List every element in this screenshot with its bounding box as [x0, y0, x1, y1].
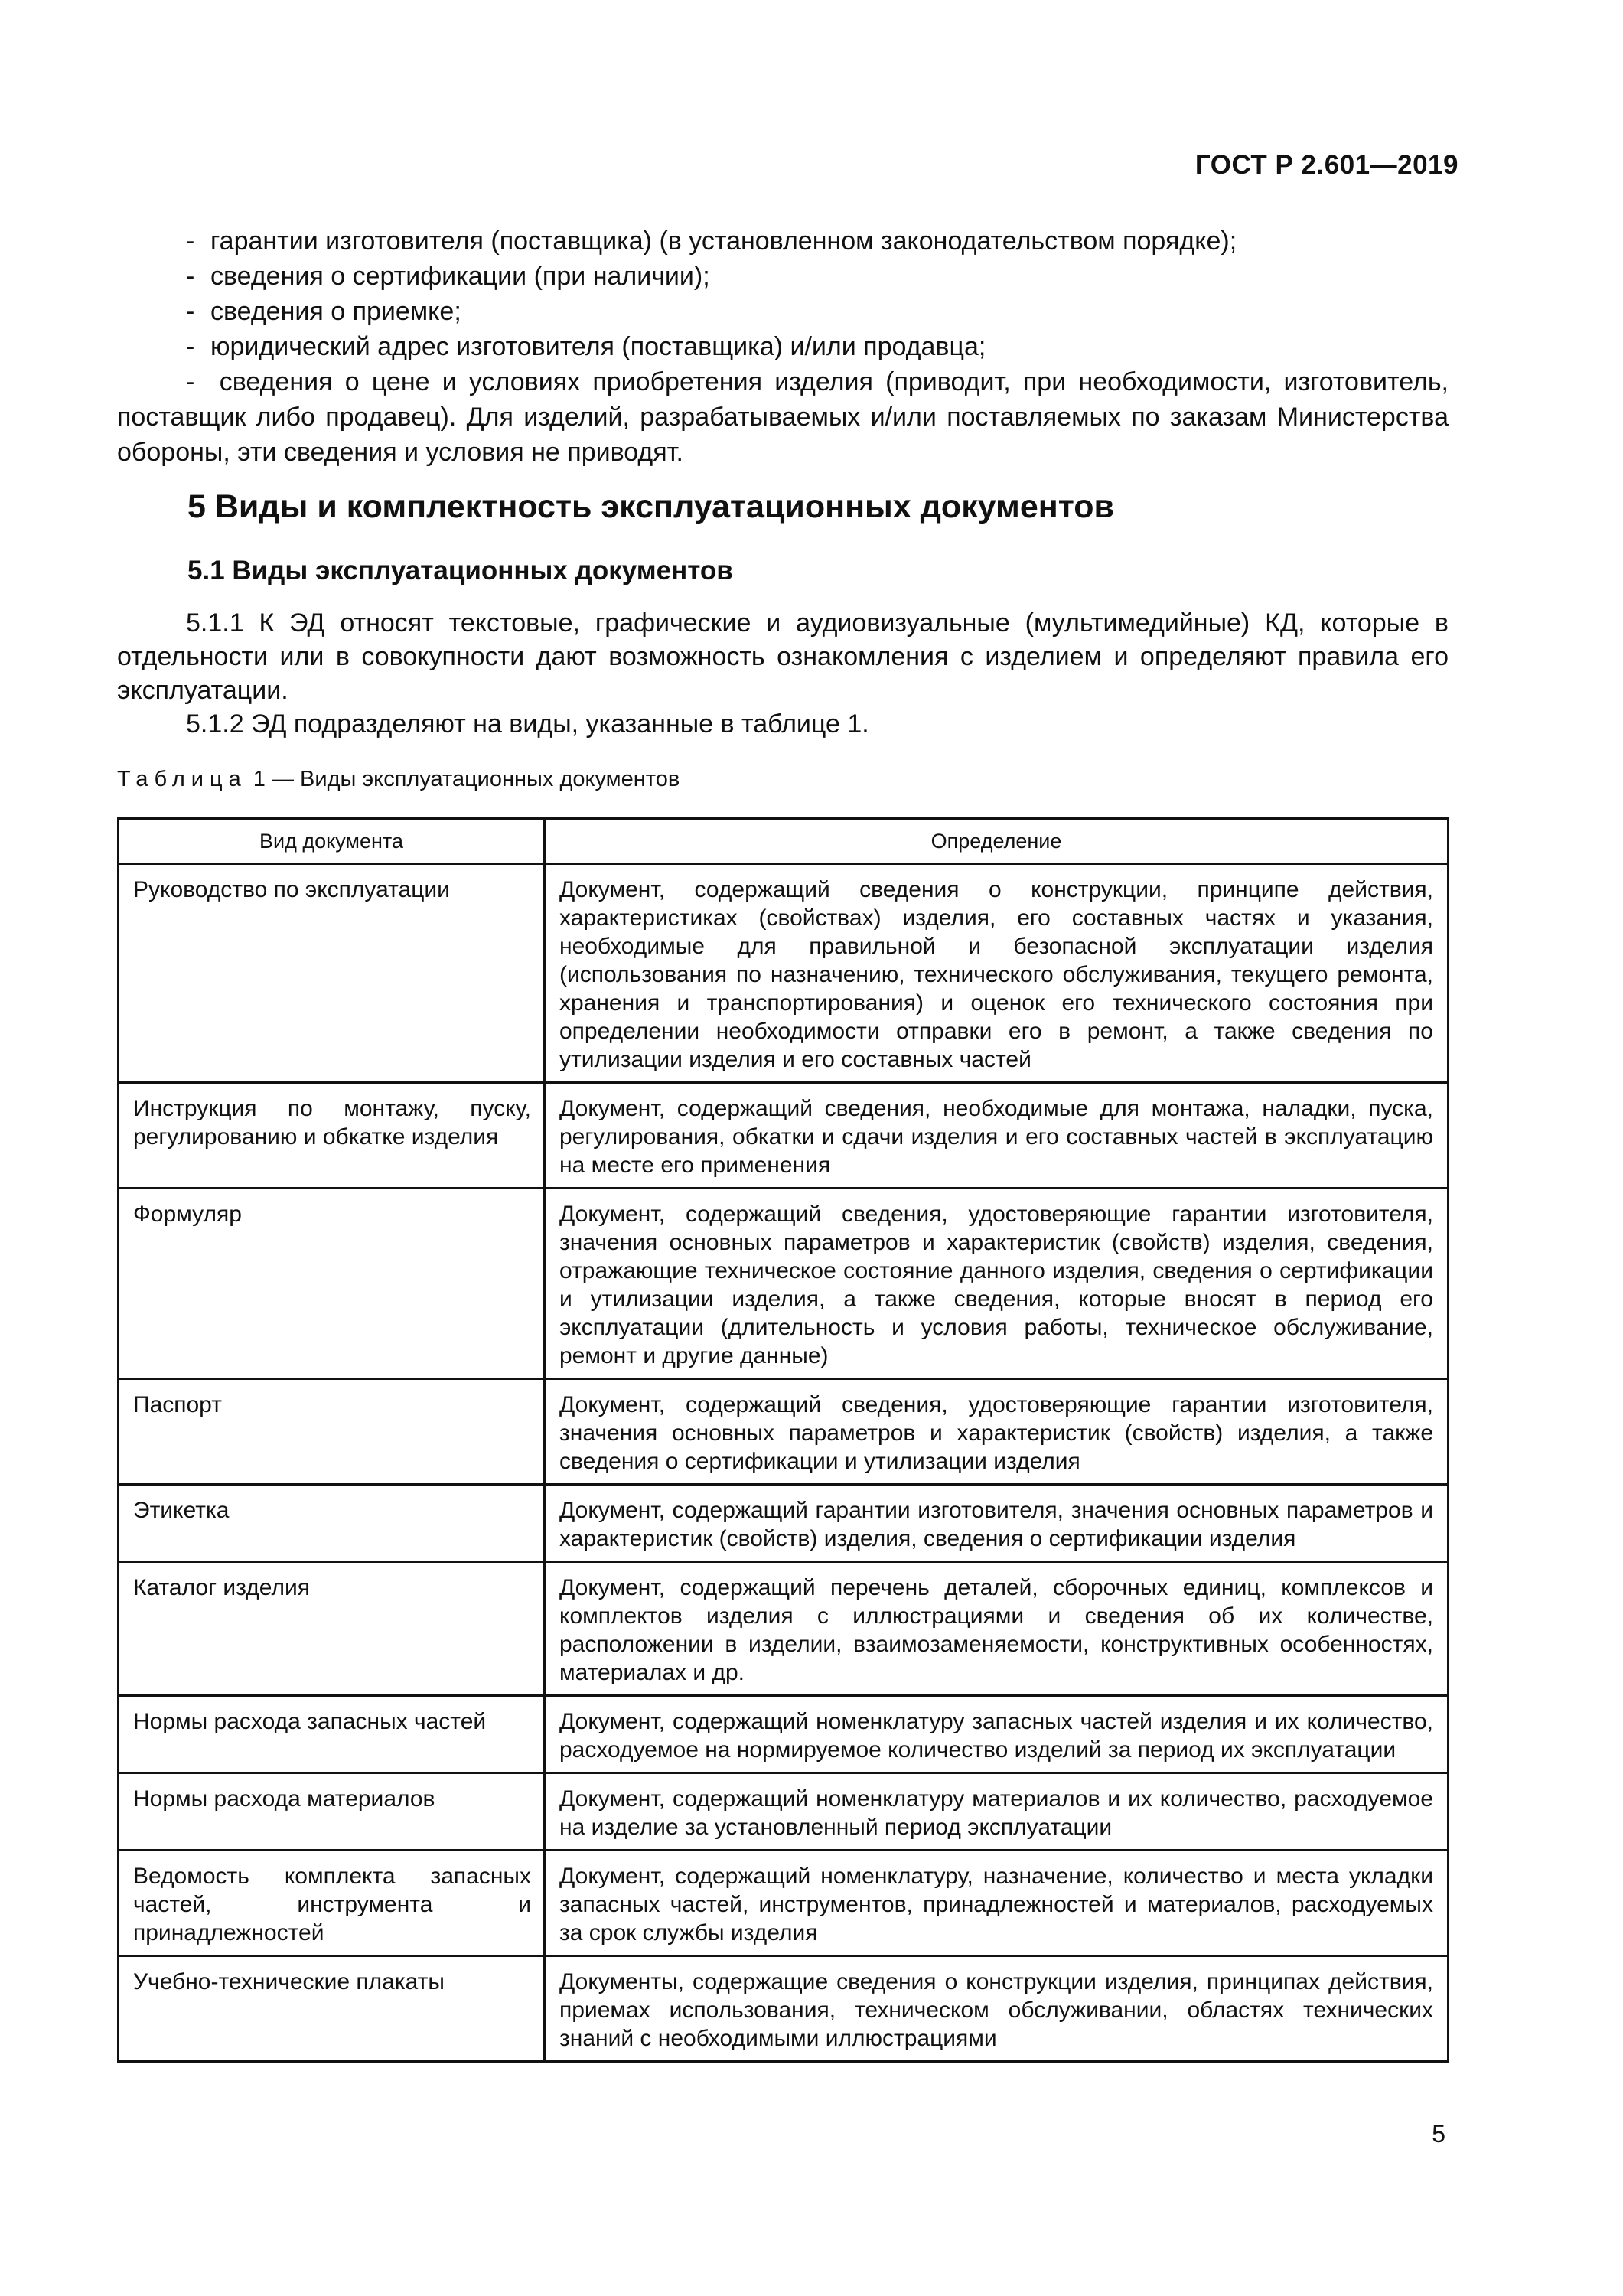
table-row [119, 1956, 1449, 2062]
list-item-text: сведения о сертификации (при наличии); [210, 262, 710, 291]
cell-definition: Документ, содержащий гарантии изготовителя, значения основных параметров и характеристик (свойств) изделия, сведения о сертификации изделия [545, 1485, 1449, 1562]
list-dash: - [186, 297, 195, 326]
cell-definition: Документ, содержащий номенклатуру, назначение, количество и места укладки запасных частей, инструментов, принадлежностей и материалов, расходуемых за срок службы изделия [545, 1851, 1449, 1956]
list-item-text: юридический адрес изготовителя (поставщика) и/или продавца; [210, 332, 986, 361]
table-row [119, 1189, 1449, 1379]
table-row [119, 864, 1449, 1083]
list-item [117, 329, 1449, 364]
table-row [119, 1851, 1449, 1956]
table-caption [117, 767, 680, 792]
cell-kind: Ведомость комплекта запасных частей, инструмента и принадлежностей [119, 1851, 545, 1956]
cell-kind: Паспорт [119, 1379, 545, 1485]
cell-definition: Документ, содержащий номенклатуру материалов и их количество, расходуемое на изделие за установленный период эксплуатации [545, 1773, 1449, 1851]
cell-kind: Учебно-технические плакаты [119, 1956, 545, 2062]
cell-kind: Этикетка [119, 1485, 545, 1562]
cell-definition: Документ, содержащий перечень деталей, сборочных единиц, комплексов и комплектов изделия с иллюстрациями и сведения об их количестве, расположении в изделии, взаимозаменяемости, конструктивных особенностях, материалах и др. [545, 1562, 1449, 1696]
list-item [117, 259, 1449, 294]
paragraph-5-1-2: 5.1.2 ЭД подразделяют на виды, указанные в таблице 1. [186, 709, 869, 739]
list-item [117, 364, 1449, 470]
table-caption-title: 1 — Виды эксплуатационных документов [253, 767, 680, 791]
column-header-definition: Определение [545, 819, 1449, 864]
cell-kind: Каталог изделия [119, 1562, 545, 1696]
list-item [117, 223, 1449, 259]
subsection-heading: 5.1 Виды эксплуатационных документов [187, 556, 733, 585]
list-item-text: сведения о цене и условиях приобретения изделия (приводит, при необходимости, изготовитель, поставщик либо продавец). Для изделий, разрабатываемых и/или поставляемых по заказам Министерства обороны, эти сведения и условия не приводят. [117, 367, 1449, 467]
list-item-text: гарантии изготовителя (поставщика) (в установленном законодательством порядке); [210, 227, 1237, 256]
paragraph-5-1-1: 5.1.1 К ЭД относят текстовые, графические и аудиовизуальные (мультимедийные) КД, которые в отдельности или в совокупности дают возможность ознакомления с изделием и определяют правила его эксплуатации. [117, 608, 1449, 705]
list-dash: - [186, 262, 195, 291]
cell-definition: Документ, содержащий сведения о конструкции, принципе действия, характеристиках (свойствах) изделия, его составных частях и указания, необходимые для правильной и безопасной эксплуатации изделия (использования по назначению, технического обслуживания, текущего ремонта, хранения и транспортирования) и оценок его технического состояния при определении необходимости отправки его в ремонт, а также сведения по утилизации изделия и его составных частей [545, 864, 1449, 1083]
cell-kind: Нормы расхода материалов [119, 1773, 545, 1851]
table-row [119, 1379, 1449, 1485]
list-item [117, 294, 1449, 329]
cell-kind: Инструкция по монтажу, пуску, регулированию и обкатке изделия [119, 1083, 545, 1189]
table-header-row [119, 819, 1449, 864]
cell-definition: Документ, содержащий сведения, удостоверяющие гарантии изготовителя, значения основных параметров и характеристик (свойств) изделия, а также сведения о сертификации и утилизации изделия [545, 1379, 1449, 1485]
cell-definition: Документы, содержащие сведения о конструкции изделия, принципах действия, приемах использования, техническом обслуживании, областях технических знаний с необходимыми иллюстрациями [545, 1956, 1449, 2062]
cell-kind: Формуляр [119, 1189, 545, 1379]
page-number: 5 [1432, 2120, 1445, 2148]
column-header-kind: Вид документа [119, 819, 545, 864]
cell-kind: Нормы расхода запасных частей [119, 1696, 545, 1773]
cell-definition: Документ, содержащий номенклатуру запасных частей изделия и их количество, расходуемое на нормируемое количество изделий за период их эксплуатации [545, 1696, 1449, 1773]
list-dash: - [186, 332, 195, 361]
table-row [119, 1083, 1449, 1189]
section-heading: 5 Виды и комплектность эксплуатационных документов [187, 488, 1114, 525]
list-item-text: сведения о приемке; [210, 297, 461, 326]
document-types-table [117, 817, 1449, 2063]
cell-definition: Документ, содержащий сведения, удостоверяющие гарантии изготовителя, значения основных параметров и характеристик (свойств) изделия, сведения, отражающие техническое состояние данного изделия, сведения о сертификации и утилизации изделия, а также сведения, которые вносят в период его эксплуатации (длительность и условия работы, техническое обслуживание, ремонт и другие данные) [545, 1189, 1449, 1379]
table-row [119, 1696, 1449, 1773]
table-caption-label: Таблица [117, 767, 247, 791]
cell-kind: Руководство по эксплуатации [119, 864, 545, 1083]
table-row [119, 1562, 1449, 1696]
list-dash: - [186, 227, 195, 256]
standard-designation: ГОСТ Р 2.601—2019 [1194, 150, 1458, 180]
cell-definition: Документ, содержащий сведения, необходимые для монтажа, наладки, пуска, регулирования, обкатки и сдачи изделия и его составных частей в эксплуатацию на месте его применения [545, 1083, 1449, 1189]
table-row [119, 1485, 1449, 1562]
bullet-list [117, 223, 1449, 470]
table-row [119, 1773, 1449, 1851]
list-dash: - [186, 367, 195, 396]
